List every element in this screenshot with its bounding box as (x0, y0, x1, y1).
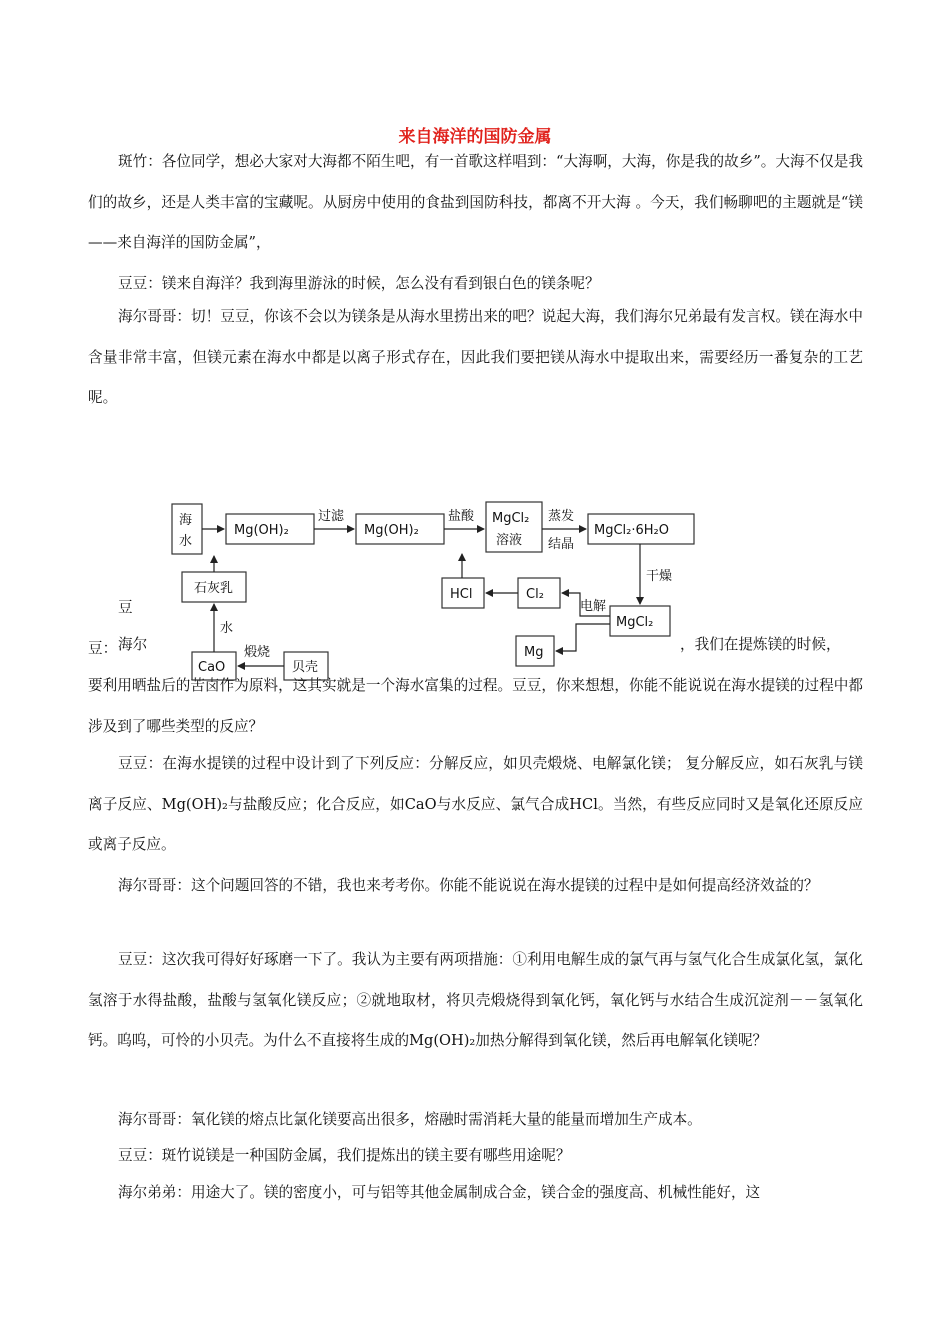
label-mgoh2-a: Mg(OH)₂ (234, 523, 289, 538)
paragraph-haier-2-start: 海尔 (118, 636, 148, 653)
label-evaporate-1: 蒸发 (548, 509, 575, 524)
label-hcl: HCl (450, 587, 473, 602)
paragraph-haier-5: 海尔弟弟：用途大了。镁的密度小，可与铝等其他金属制成合金，镁合金的强度高、机械性能好，这 (118, 1184, 761, 1201)
label-evaporate-2: 结晶 (548, 537, 575, 552)
label-water: 水 (220, 621, 234, 636)
paragraph-haier-3: 海尔哥哥：这个问题回答的不错，我也来考考你。你能不能说说在海水提镁的过程中是如何提高经济效益的？ (118, 877, 819, 894)
page-title: 来自海洋的国防金属 (398, 127, 552, 147)
edge-electrolysis-mg (556, 624, 610, 651)
label-mg: Mg (524, 645, 544, 660)
label-calcine: 煅烧 (244, 645, 271, 660)
label-filter: 过滤 (318, 509, 345, 524)
paragraph-doudou-2: 豆豆： (88, 599, 133, 657)
label-hydrate: MgCl₂·6H₂O (594, 523, 669, 538)
label-mgcl2-solution-2: 溶液 (496, 533, 523, 548)
paragraph-doudou-3: 豆豆：在海水提镁的过程中设计到了下列反应：分解反应，如贝壳煅烧、电解氯化镁； 复分解反应，如石灰乳与镁离子反应、Mg(OH)₂与盐酸反应；化合反应，如CaO与水反应、氯气合成HCl。当然，有些反应同时又是氧化还原反应或离子反应。 (88, 755, 863, 853)
label-cao: CaO (198, 660, 226, 675)
magnesium-flowchart (160, 492, 720, 692)
label-hcl-acid: 盐酸 (448, 509, 475, 524)
label-seawater-2: 水 (179, 534, 193, 549)
label-mgcl2: MgCl₂ (616, 615, 654, 630)
label-electrolysis: 电解 (580, 599, 607, 614)
paragraph-haier-2-cont: 要利用晒盐后的苦卤作为原料，这其实就是一个海水富集的过程。豆豆，你来想想，你能不能说说在海水提镁的过程中都涉及到了哪些类型的反应？ (88, 677, 863, 735)
paragraph-haier-1: 海尔哥哥：切！豆豆，你该不会以为镁条是从海水里捞出来的吧？说起大海，我们海尔兄弟最有发言权。镁在海水中含量非常丰富，但镁元素在海水中都是以离子形式存在，因此我们要把镁从海水中提取出来，需要经历一番复杂的工艺呢。 (88, 308, 863, 406)
paragraph-doudou-4: 豆豆：这次我可得好好琢磨一下了。我认为主要有两项措施：①利用电解生成的氯气再与氢气化合生成氯化氢，氯化氢溶于水得盐酸，盐酸与氢氧化镁反应；②就地取材，将贝壳煅烧得到氧化钙，氧化钙与水结合生成沉淀剂－－氢氧化钙。呜呜，可怜的小贝壳。为什么不直接将生成的Mg(OH)₂加热分解得到氧化镁，然后再电解氧化镁呢？ (88, 951, 863, 1049)
label-shell: 贝壳 (292, 660, 319, 675)
label-seawater-1: 海 (179, 513, 193, 528)
paragraph-doudou-1: 豆豆：镁来自海洋？我到海里游泳的时候，怎么没有看到银白色的镁条呢？ (118, 275, 600, 292)
label-cl2: Cl₂ (526, 587, 544, 602)
paragraph-intro: 斑竹：各位同学，想必大家对大海都不陌生吧，有一首歌这样唱到：“大海啊，大海，你是我的故乡”。大海不仅是我们的故乡，还是人类丰富的宝藏呢。从厨房中使用的食盐到国防科技，都离不开大海 。今天，我们畅聊吧的主题就是“镁——来自海洋的国防金属”， (88, 153, 863, 251)
label-lime-milk: 石灰乳 (194, 581, 234, 596)
label-dry: 干燥 (646, 569, 673, 584)
label-mgoh2-b: Mg(OH)₂ (364, 523, 419, 538)
label-mgcl2-solution-1: MgCl₂ (492, 511, 530, 526)
paragraph-haier-2-end: ，我们在提炼镁的时候， (680, 636, 841, 653)
paragraph-doudou-5: 豆豆：斑竹说镁是一种国防金属，我们提炼出的镁主要有哪些用途呢？ (118, 1147, 571, 1164)
paragraph-haier-4: 海尔哥哥：氧化镁的熔点比氯化镁要高出很多，熔融时需消耗大量的能量而增加生产成本。 (118, 1111, 702, 1128)
